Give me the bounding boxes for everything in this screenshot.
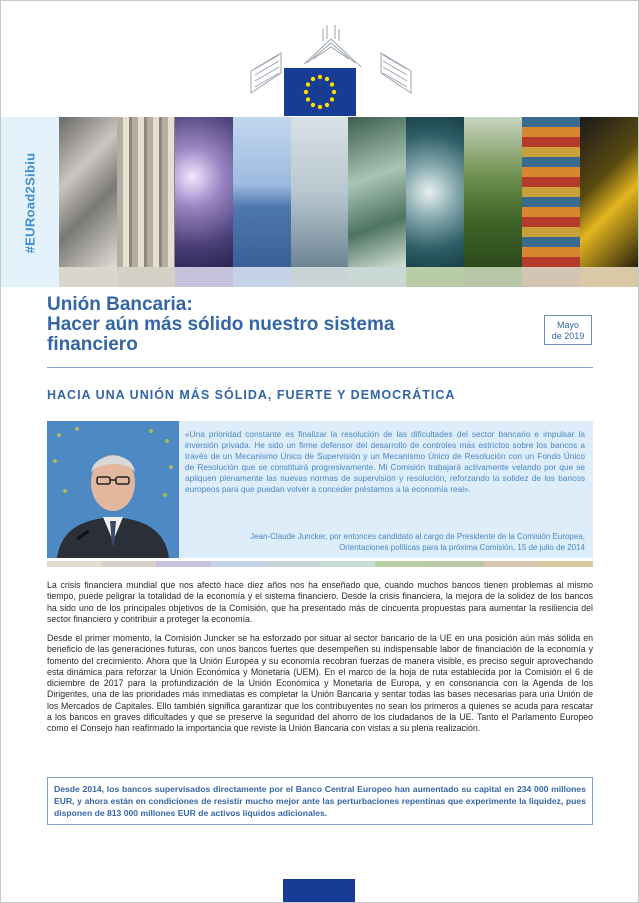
- attribution-line-1: Jean-Claude Juncker, por entonces candidato al cargo de Presidente de la Comisión Europea,: [250, 532, 585, 541]
- tile-color-bar: [233, 267, 291, 287]
- banner-tile-5: [291, 117, 349, 287]
- banner-tile-8: [464, 117, 522, 287]
- date-badge: [544, 315, 592, 345]
- attribution-line-2: Orientaciones políticas para la próxima Comisión, 15 de julio de 2014: [339, 543, 585, 552]
- tile-color-bar: [291, 267, 349, 287]
- eu-footer-bar: [283, 879, 355, 902]
- tile-color-bar: [348, 267, 406, 287]
- stripe-segment: [484, 561, 539, 567]
- photo-banner: [1, 117, 638, 287]
- color-stripe-divider: [47, 561, 593, 567]
- banner-tile-7: [406, 117, 464, 287]
- tile-color-bar: [59, 267, 117, 287]
- title-line-1: Unión Bancaria:: [47, 294, 193, 315]
- paragraph-1: La crisis financiera mundial que nos afectó hace diez años nos ha enseñado que, cuando muchos bancos tienen problemas al mismo tiempo, puede peligrar la totalidad de la economía y el sistema financiero. Desde la crisis financiera, la mejora de la solidez de los bancos ha sido uno de los principales objetivos de la Comisión, que ha presentado más de cincuenta propuestas para aumentar la resiliencia del sector financiero y contribuir a proteger la economía.: [47, 580, 593, 624]
- page-title: [47, 295, 487, 355]
- banner-tile-3: [175, 117, 233, 287]
- stripe-segment: [156, 561, 211, 567]
- tile-color-bar: [522, 267, 580, 287]
- hashtag-side-tag: [1, 117, 59, 287]
- quote-attribution: [185, 531, 585, 553]
- tile-color-bar: [580, 267, 638, 287]
- stripe-segment: [320, 561, 375, 567]
- date-month: Mayo: [556, 320, 579, 330]
- highlight-box: Desde 2014, los bancos supervisados directamente por el Banco Central Europeo han aumentado su capital en 234 000 millones EUR, y ahora están en condiciones de resistir mucho mejor ante las perturbaciones repentinas que experimente la liquidez, pues disponen de 813 000 millones EUR de activos líquidos adicionales.: [47, 777, 593, 825]
- title-line-2: Hacer aún más sólido nuestro sistema: [47, 314, 395, 335]
- stripe-segment: [538, 561, 593, 567]
- banner-tile-9: [522, 117, 580, 287]
- stripe-segment: [429, 561, 484, 567]
- tile-color-bar: [406, 267, 464, 287]
- stripe-segment: [102, 561, 157, 567]
- tile-color-bar: [464, 267, 522, 287]
- paragraph-2: Desde el primer momento, la Comisión Juncker se ha esforzado por situar al sector bancario de la UE en una posición aún más sólida en beneficio de las generaciones futuras, con unos bancos fuertes que desempeñen su indispensable labor de financiación de la economía y fomento del crecimiento. Ahora que la Unión Europea y su economía recobran fuerzas de manera visible, es preciso seguir aprovechando esta dinámica para reforzar la Unión Económica y Monetaria (UEM). En el marco de la hoja de ruta establecida por la Comisión el 6 de diciembre de 2017 para la profundización de la Unión Económica y Monetaria de Europa, y en consonancia con la Agenda de los Dirigentes, una de las prioridades más inmediatas es completar la Unión Bancaria y sentar todas las bases necesarias para una Unión de los Mercados de Capitales. Ello también significa garantizar que los contribuyentes no sean los primeros a quienes se acuda para rescatar a los bancos en graves dificultades y que se preserve la seguridad del ahorro de los ciudadanos de la UE. Tanto el Parlamento Europeo como el Consejo han reafirmado la importancia que reviste la Unión Bancaria con vistas a su plena realización.: [47, 633, 593, 734]
- hashtag-text: #EURoad2Sibiu: [22, 152, 38, 254]
- stripe-segment: [47, 561, 102, 567]
- tile-color-bar: [175, 267, 233, 287]
- banner-tile-10: [580, 117, 638, 287]
- stripe-segment: [265, 561, 320, 567]
- eu-flag-icon: [284, 68, 356, 116]
- quote-block: [47, 421, 593, 558]
- quote-text: «Una prioridad constante es finalizar la resolución de las dificultades del sector bancario e impulsar la inversión privada. He sido un firme defensor del desarrollo de controles más estrictos sobre los bancos a través de un Mecanismo Único de Supervisión y un Mecanismo Único de Resolución con un Fondo Único de Resolución que se constituirá progresivamente. Mi Comisión trabajará activamente velando por que se apliquen plenamente las nuevas normas de supervisión y resolución, reforzando la solidez de los bancos europeos para que puedan volver a conceder préstamos a la economía real».: [185, 429, 585, 494]
- stripe-segment: [211, 561, 266, 567]
- tile-color-bar: [117, 267, 175, 287]
- stripe-segment: [375, 561, 430, 567]
- title-line-3: financiero: [47, 334, 138, 355]
- banner-tile-6: [348, 117, 406, 287]
- banner-tile-4: [233, 117, 291, 287]
- title-divider: [47, 367, 593, 368]
- juncker-photo: [47, 421, 179, 558]
- banner-tile-2: [117, 117, 175, 287]
- date-year: de 2019: [551, 331, 585, 341]
- section-subtitle: HACIA UNA UNIÓN MÁS SÓLIDA, FUERTE Y DEMOCRÁTICA: [47, 388, 456, 402]
- banner-tile-1: [59, 117, 117, 287]
